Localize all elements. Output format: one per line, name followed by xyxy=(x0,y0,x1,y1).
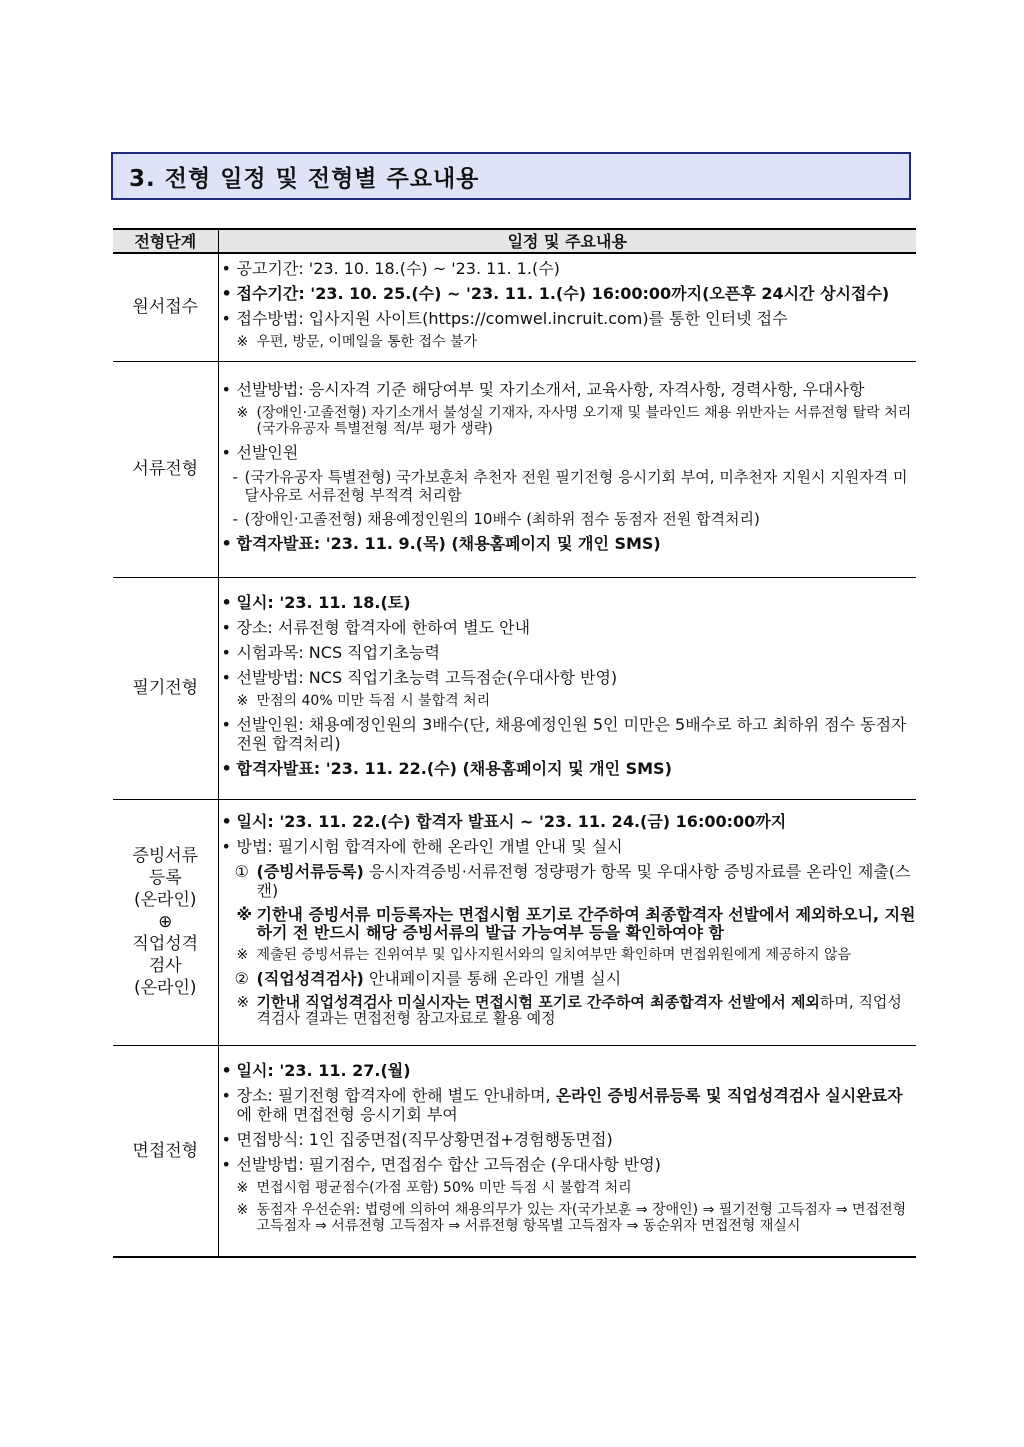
list-item: • 일시: '23. 11. 18.(토) xyxy=(219,593,917,612)
list-item xyxy=(219,969,917,988)
list-item: • 접수기간: '23. 10. 25.(수) ~ '23. 11. 1.(수) 16:00:00까지(오픈후 24시간 상시접수) xyxy=(219,284,917,303)
item-text: 에 한해 면접전형 응시기회 부여 xyxy=(236,1105,458,1125)
table-header-row xyxy=(113,229,916,253)
stage-cell: 면접전형 xyxy=(113,1045,218,1257)
list-item: ※ 제출된 증빙서류는 진위여부 및 입사지원서와의 일치여부만 확인하며 면접위원에게 제공하지 않음 xyxy=(219,947,917,963)
list-item: • 선발방법: NCS 직업기초능력 고득점순(우대사항 반영) xyxy=(219,668,917,687)
list-item: • 면접방식: 1인 집중면접(직무상황면접+경험행동면접) xyxy=(219,1130,917,1149)
content-cell xyxy=(218,253,916,361)
item-lead: (직업성격검사) xyxy=(256,969,364,988)
table-row xyxy=(113,799,916,1045)
item-lead: 기한내 직업성격검사 미실시자는 면접시험 포기로 간주하여 최종합격자 선발에서 제외 xyxy=(256,993,820,1011)
schedule-table xyxy=(113,228,916,1258)
item-lead: (증빙서류등록) xyxy=(256,862,364,881)
stage-cell: 필기전형 xyxy=(113,577,218,799)
list-item: • 선발방법: 필기점수, 면접점수 합산 고득점순 (우대사항 반영) xyxy=(219,1155,917,1174)
item-text: 응시자격증빙·서류전형 정량평가 항목 및 우대사항 증빙자료를 온라인 제출(스캔) xyxy=(256,862,911,900)
list-item: • 방법: 필기시험 합격자에 한해 온라인 개별 안내 및 실시 xyxy=(219,837,917,856)
list-item: ※ 우편, 방문, 이메일을 통한 접수 불가 xyxy=(219,334,917,350)
list-item: • 일시: '23. 11. 27.(월) xyxy=(219,1061,917,1080)
list-item: ※ 만점의 40% 미만 득점 시 불합격 처리 xyxy=(219,693,917,709)
content-cell xyxy=(218,577,916,799)
table-row xyxy=(113,1045,916,1257)
list-item xyxy=(219,1086,917,1124)
header-content: 일정 및 주요내용 xyxy=(218,229,916,253)
list-item: • 일시: '23. 11. 22.(수) 합격자 발표시 ~ '23. 11. 24.(금) 16:00:00까지 xyxy=(219,812,917,831)
list-item: • 합격자발표: '23. 11. 9.(목) (채용홈페이지 및 개인 SMS) xyxy=(219,534,917,553)
list-item: - (장애인·고졸전형) 채용예정인원의 10배수 (최하위 점수 동점자 전원 합격처리) xyxy=(219,510,917,528)
item-text: 하며, 직업성격검사 결과는 면접전형 참고자료로 활용 예정 xyxy=(256,993,902,1027)
list-item: ※ 기한내 증빙서류 미등록자는 면접시험 포기로 간주하여 최종합격자 선발에서 제외하오니, 지원하기 전 반드시 해당 증빙서류의 발급 가능여부 등을 확인하여야 함 xyxy=(219,906,917,942)
list-item: • 선발인원 xyxy=(219,443,917,462)
stage-cell: 원서접수 xyxy=(113,253,218,361)
list-item xyxy=(219,862,917,900)
list-item xyxy=(219,994,917,1026)
table-row xyxy=(113,577,916,799)
content-cell xyxy=(218,361,916,577)
table-row xyxy=(113,253,916,361)
list-item: ※ 면접시험 평균점수(가점 포함) 50% 미만 득점 시 불합격 처리 xyxy=(219,1180,917,1196)
list-item: • 장소: 서류전형 합격자에 한하여 별도 안내 xyxy=(219,618,917,637)
list-item: • 접수방법: 입사지원 사이트(https://comwel.incruit.com)를 통한 인터넷 접수 xyxy=(219,309,917,328)
list-item: - (국가유공자 특별전형) 국가보훈처 추천자 전원 필기전형 응시기회 부여, 미추천자 지원시 지원자격 미달사유로 서류전형 부적격 처리함 xyxy=(219,468,917,504)
list-item: • 공고기간: '23. 10. 18.(수) ~ '23. 11. 1.(수) xyxy=(219,259,917,278)
list-item: • 합격자발표: '23. 11. 22.(수) (채용홈페이지 및 개인 SMS) xyxy=(219,759,917,778)
list-item: ※ 동점자 우선순위: 법령에 의하여 채용의무가 있는 자(국가보훈 ⇒ 장애인) ⇒ 필기전형 고득점자 ⇒ 면접전형 고득점자 ⇒ 서류전형 고득점자 ⇒ 서류전형 항목별 고득점자 ⇒ 동순위자 면접전형 재실시 xyxy=(219,1202,917,1234)
item-pre: 장소: 필기전형 합격자에 한해 별도 안내하며, xyxy=(236,1086,556,1106)
section-title: 3. 전형 일정 및 전형별 주요내용 xyxy=(111,152,911,200)
list-item: • 선발방법: 응시자격 기준 해당여부 및 자기소개서, 교육사항, 자격사항, 경력사항, 우대사항 xyxy=(219,380,917,399)
header-stage: 전형단계 xyxy=(113,229,218,253)
list-item: • 시험과목: NCS 직업기초능력 xyxy=(219,643,917,662)
stage-cell: 서류전형 xyxy=(113,361,218,577)
table-row xyxy=(113,361,916,577)
content-cell xyxy=(218,1045,916,1257)
item-text: 안내페이지를 통해 온라인 개별 실시 xyxy=(363,969,622,988)
item-lead: 온라인 증빙서류등록 및 직업성격검사 실시완료자 xyxy=(555,1086,903,1106)
content-cell xyxy=(218,799,916,1045)
list-item: • 선발인원: 채용예정인원의 3배수(단, 채용예정인원 5인 미만은 5배수로 하고 최하위 점수 동점자 전원 합격처리) xyxy=(219,715,917,753)
list-item: ※ (장애인·고졸전형) 자기소개서 불성실 기재자, 자사명 오기재 및 블라인드 채용 위반자는 서류전형 탈락 처리(국가유공자 특별전형 적/부 평가 생략) xyxy=(219,405,917,437)
stage-cell: 증빙서류 등록 (온라인) ⊕ 직업성격 검사 (온라인) xyxy=(113,799,218,1045)
